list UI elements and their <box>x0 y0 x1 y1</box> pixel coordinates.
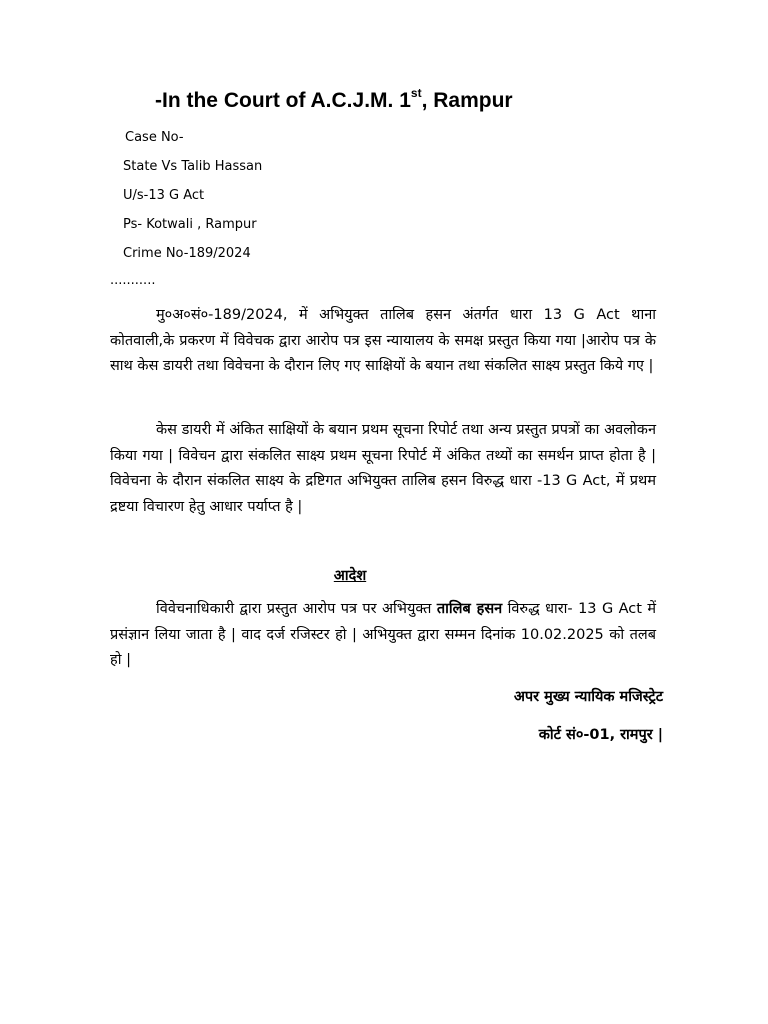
accused-name: तालिब हसन <box>436 601 503 617</box>
case-number: Case No- <box>125 130 184 145</box>
case-police-station: Ps- Kotwali , Rampur <box>123 217 257 232</box>
paragraph-2: केस डायरी में अंकित साक्षियों के बयान प्रथम सूचना रिपोर्ट तथा अन्य प्रस्तुत प्रपत्रों का अवलोकन किया गया | विवेचन द्वारा संकलित साक्ष्य प्रथम सूचना रिपोर्ट में अंकित तथ्यों का समर्थन प्राप्त होता है | विवेचना के दौरान संकलित साक्ष्य के द्रष्टिगत अभियुक्त तालिब हसन विरुद्ध धारा -13 G Act, में प्रथम द्रष्टया विचारण हेतु आधार पर्याप्त है | <box>110 422 656 515</box>
title-superscript: st <box>410 86 422 100</box>
signature-designation: अपर मुख्य न्यायिक मजिस्ट्रेट <box>513 689 663 705</box>
paragraph-1: मु०अ०सं०-189/2024, में अभियुक्त तालिब हसन अंतर्गत धारा 13 G Act थाना कोतवाली,के प्रकरण में विवेचक द्वारा आरोप पत्र इस न्यायालय के समक्ष प्रस्तुत किया गया |आरोप पत्र के साथ केस डायरी तथा विवेचना के दौरान लिए गए साक्षियों के बयान तथा संकलित साक्ष्य प्रस्तुत किये गए | <box>110 307 656 374</box>
title-end: , Rampur <box>421 89 513 112</box>
case-parties: State Vs Talib Hassan <box>123 159 263 174</box>
case-section: U/s-13 G Act <box>123 188 205 203</box>
paragraph-3-start: विवेचनाधिकारी द्वारा प्रस्तुत आरोप पत्र पर अभियुक्त <box>156 601 437 617</box>
signature-court: कोर्ट सं०-01, रामपुर | <box>538 727 663 743</box>
paragraph-3 <box>110 597 656 674</box>
order-heading: आदेश <box>333 568 367 584</box>
case-crime-number: Crime No-189/2024 <box>123 246 251 261</box>
document-title <box>155 88 513 113</box>
title-main: -In the Court of A.C.J.M. 1 <box>155 89 411 112</box>
separator-dots: ........... <box>110 273 156 288</box>
paragraph-3-end: विरुद्ध धारा- 13 G Act में प्रसंज्ञान लिया जाता है | वाद दर्ज रजिस्टर हो | अभियुक्त द्वारा सम्मन दिनांक 10.02.2025 को तलब हो | <box>110 601 657 668</box>
